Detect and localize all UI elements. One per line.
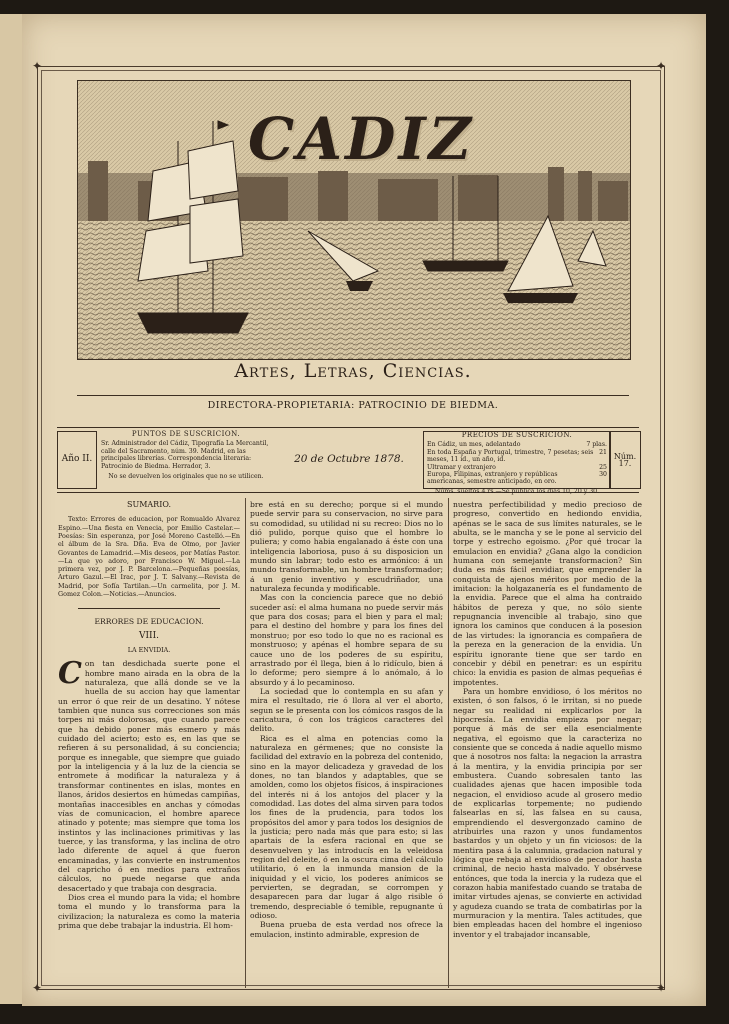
puntos-heading: PUNTOS DE SUSCRICION.: [131, 430, 241, 438]
previous-page-edge: [0, 14, 24, 1004]
puntos-suscricion: [101, 431, 271, 489]
precio-value: 7 plas.: [586, 441, 607, 449]
precios-list: [427, 441, 607, 485]
issue-date: 20 de Octubre 1878.: [294, 453, 404, 466]
article-paragraph: Con tan desdichada suerte pone el hombre mano airada en la obra de la naturaleza, que allá donde se ve la huella de su accion hay que lamentar un error ó que reir de un desatino. Y nótese tambien que nunca sus correcciones son más torpes ni más dolorosas, que cuando parece que ha debido poner más esmero y más cuidado del acierto; esto es, en las que se refieren á su personalidad, á su conciencia; porque es innegable, que siempre que guiado por la inteligencia y á la luz de la ciencia se entromete á modificar la naturaleza y á transformar continentes en islas, montes en llanos, áridos desiertos en húmedas campiñas, montañas inaccesibles en anchas y cómodas vías de comunicacion, el hombre aparece atinado y potente; mas siempre que toma los instintos y las inclinaciones primitivas y las tuerce, y las transforma, y las inclina de otro lado diferente de aquel á que fueron encaminadas, y las convierte en instrumentos del capricho ó en medios para extraños cálculos, no puede negarse que anda desacertado y que trabaja con desgracia.: [58, 656, 240, 893]
article-paragraph: Dios crea el mundo para la vida; el hombre toma el mundo y lo transforma para la civilizacion; la naturaleza es como la materia prima que debe trabajar la industria. El hom-: [58, 892, 240, 930]
puntos-text: Sr. Administrador del Cádiz, Tipografía La Mercantil, calle del Sacramento, núm. 39. Madrid, en las principales librerías. Correspondencia literaria: Patrocinio de Biedma. Herrador, 3.: [101, 440, 269, 470]
precio-row: [427, 441, 607, 448]
precios-suscricion: [423, 431, 611, 495]
column-3: [453, 500, 642, 939]
article-paragraph: Buena prueba de esta verdad nos ofrece la emulacion, instinto admirable, expresion de: [250, 920, 443, 939]
corner-ornament-icon: ✦: [32, 59, 43, 73]
precio-row: [427, 449, 607, 464]
newspaper-page: [22, 14, 706, 1006]
director-line: DIRECTORA-PROPIETARIA: PATROCINIO DE BIEDMA.: [77, 395, 629, 411]
no-devuelven-note: No se devuelven los originales que no se utilicen.: [108, 473, 264, 481]
year-label: Año II.: [57, 431, 97, 489]
article-paragraph: Rica es el alma en potencias como la naturaleza en gérmenes; que no consiste la facilidad del extravío en la pobreza del contenido, sino en la mayor delicadeza y gravedad de los dones, no tan blandos y adaptables, que se amolden, como los objetos físicos, á inspiraciones del interés ni á los antojos del placer y la comodidad. Las dotes del alma sirven para todos los fines de la prudencia, para todos los propósitos del amor y para todos los designios de la justicia; pero nada más que para esto; si las apartais de la esfera racional en que se desenvuelven y las introducís en la veleidosa region del deleite, ó en la oscura cima del cálculo utilitario, ó en la inmunda mansion de la iniquidad y el vicio, los poderes anímicos se pervierten, se degradan, se corrompen y desaparecen para dar lugar á algo risible ó tremendo, despreciable ó temible, repugnante ú odioso.: [250, 733, 443, 921]
article-paragraph: La sociedad que lo contempla en su afan y mira el resultado, rie ó llora al ver el aborto, segun se le presenta con los cómicos rasgos de la caricatura, ó con los trágicos caracteres del delito.: [250, 686, 443, 734]
corner-ornament-icon: ✦: [656, 981, 667, 995]
precio-value: 30: [599, 471, 607, 479]
precio-text: En toda España y Portugal, trimestre, 7 pesetas; seis meses, 11 id., un año, id.: [427, 448, 594, 464]
precio-row: [427, 464, 607, 471]
numeros-sueltos: Núms. sueltos 4 rs.—Se publica los dias 10, 20 y 30.: [434, 487, 600, 495]
article-part: VIII.: [138, 630, 160, 641]
sumario-heading: SUMARIO.: [126, 500, 171, 509]
masthead-title: CADIZ: [248, 105, 474, 173]
sumario-text: Texto: Errores de educacion, por Romualdo Alvarez Espino.—Una fiesta en Venecia, por Emilio Castelar.—Poesías: Sin esperanza, por José Moreno Castelló.—En el álbum de la Sra. Dña. Eva de Olmo, por Javier Govantes de Lamadrid.—Mis deseos, por Matías Pastor.—La que yo adoro, por Francisco W. Miguel.—La primera vez, por J. P. Barcelona.—Pequeñas poesías, Arturo Gazul.—El Irac, por J. T. Salvany.—Revista de Madrid, por Sofía Tartilan.—Un carmelita, por J. M. Gomez Colon.—Noticias.—Anuncios.: [58, 515, 240, 599]
precio-value: 25: [599, 463, 607, 471]
precio-row: [427, 471, 607, 486]
corner-ornament-icon: ✦: [32, 981, 43, 995]
article-paragraph: Para un hombre envidioso, ó los méritos no existen, ó son falsos, ó le irritan, si no puede negar su realidad ni explicarlos por la hipocresía. La envidia empieza por negar; porque á más de ser ella esencialmente negativa, el egoismo que la caracteriza no consiente que se conceda á nadie aquello mismo que á nosotros nos falta: la negacion la arrastra á la mentira, y la envidia principia por ser embustera. Cuando sobresalen tanto las cualidades ajenas que hacen imposible toda negacion, el envidioso acude al grosero medio de explicarlas torpemente; no pudiendo falsearlas en sí, las falsea en su causa, emprendiendo el desvergonzado camino de atribuirles una razon y unos fundamentos bastardos y un objeto y un fin viciosos: de la mentira pasa á la calumnia, gradacion natural y lógica que rebaja al envidioso de pecador hasta criminal, de necio hasta malvado. Y obsérvese entónces, que toda la inercia y la rudeza que el corazon habia manifestado cuando se trataba de imitar virtudes ajenas, se convierte en actividad y agudeza cuando se trata de combatirlas por la murmuracion y la mentira. Tales actitudes, que bien empleadas hacen del hombre el ingenioso inventor y el trabajador incansable,: [453, 686, 642, 939]
column-rule: [448, 498, 449, 988]
precio-value: 21: [599, 448, 607, 456]
article-heading: ERRORES DE EDUCACION.: [94, 617, 204, 627]
article-paragraph: Mas con la conciencia parece que no debió suceder así: el alma humana no puede servir más que para dos cosas; para el bien y para el mal; para el destino del hombre y para los fines del monstruo; por eso todo lo que no es racional es monstruoso; y apénas el hombre separa de su cauce uno de los poderes de su espíritu, arrastrado por él llega, bien á lo ridículo, bien á lo deforme; pero siempre á lo anómalo, á lo absurdo y á lo pecaminoso.: [250, 593, 443, 687]
corner-ornament-icon: ✦: [656, 59, 667, 73]
masthead-engraving: [77, 80, 631, 360]
column-2: [250, 500, 443, 939]
issue-number: Núm. 17.: [609, 431, 641, 489]
masthead-subtitle: Artes, Letras, Ciencias.: [234, 360, 472, 382]
drop-cap: C: [58, 656, 82, 692]
precio-text: Ultramar y extranjero: [427, 463, 496, 471]
article-paragraph: bre está en su derecho; porque si el mundo puede servir para su conservacion, no sirve para su comodidad, su utilidad ni su recreo: Dios no lo dió pulido, porque quiso que el hombre lo puliera; y como habia engalanado á éste con una inteligencia laboriosa, puso á su disposicion un mundo sin labrar; todo esto es armónico: á un mundo transformable, un hombre transformador; á un genio inventivo y escudriñador, una naturaleza fecunda y modificable.: [250, 500, 443, 594]
column-rule: [245, 498, 246, 988]
precios-heading: PRECIOS DE SUSCRICION.: [461, 431, 573, 439]
article-section: LA ENVIDIA.: [127, 646, 171, 654]
info-bar: [57, 427, 639, 493]
precio-text: En Cádiz, un mes, adelantado: [427, 441, 521, 449]
precio-text: Europa, Filipinas, extranjero y repúblicas americanas, semestre anticipado, en oro.: [427, 471, 558, 486]
article-paragraph: nuestra perfectibilidad y medio precioso de progreso, convertido en hediondo envidia, apénas se le saca de sus límites naturales, se le abulta, se le mancha y se le pone al servicio del torpe y estrecho egoismo. ¿Por qué trocar la emulacion en envidia? ¿Gana algo la condicion humana con semejante transformacion? Sin duda es más fácil envidiar, que emprender la conquista de ajenos méritos por medio de la imitacion: la holgazanería es el fundamento de la envidia. Parece que el alma ha contraido hábitos de pereza y que, no sólo siente repugnancia invencible al trabajo, sino que ignora los caminos que conducen á la posesion de las virtudes: la ignorancia es compañera de la pereza en la generacion de la envidia. Un espíritu ignorante tiene que ser tardo en concebir y débil en penetrar: es un espíritu chico: la envidia es pasion de almas pequeñas é impotentes.: [453, 500, 642, 687]
column-1: [58, 500, 240, 930]
